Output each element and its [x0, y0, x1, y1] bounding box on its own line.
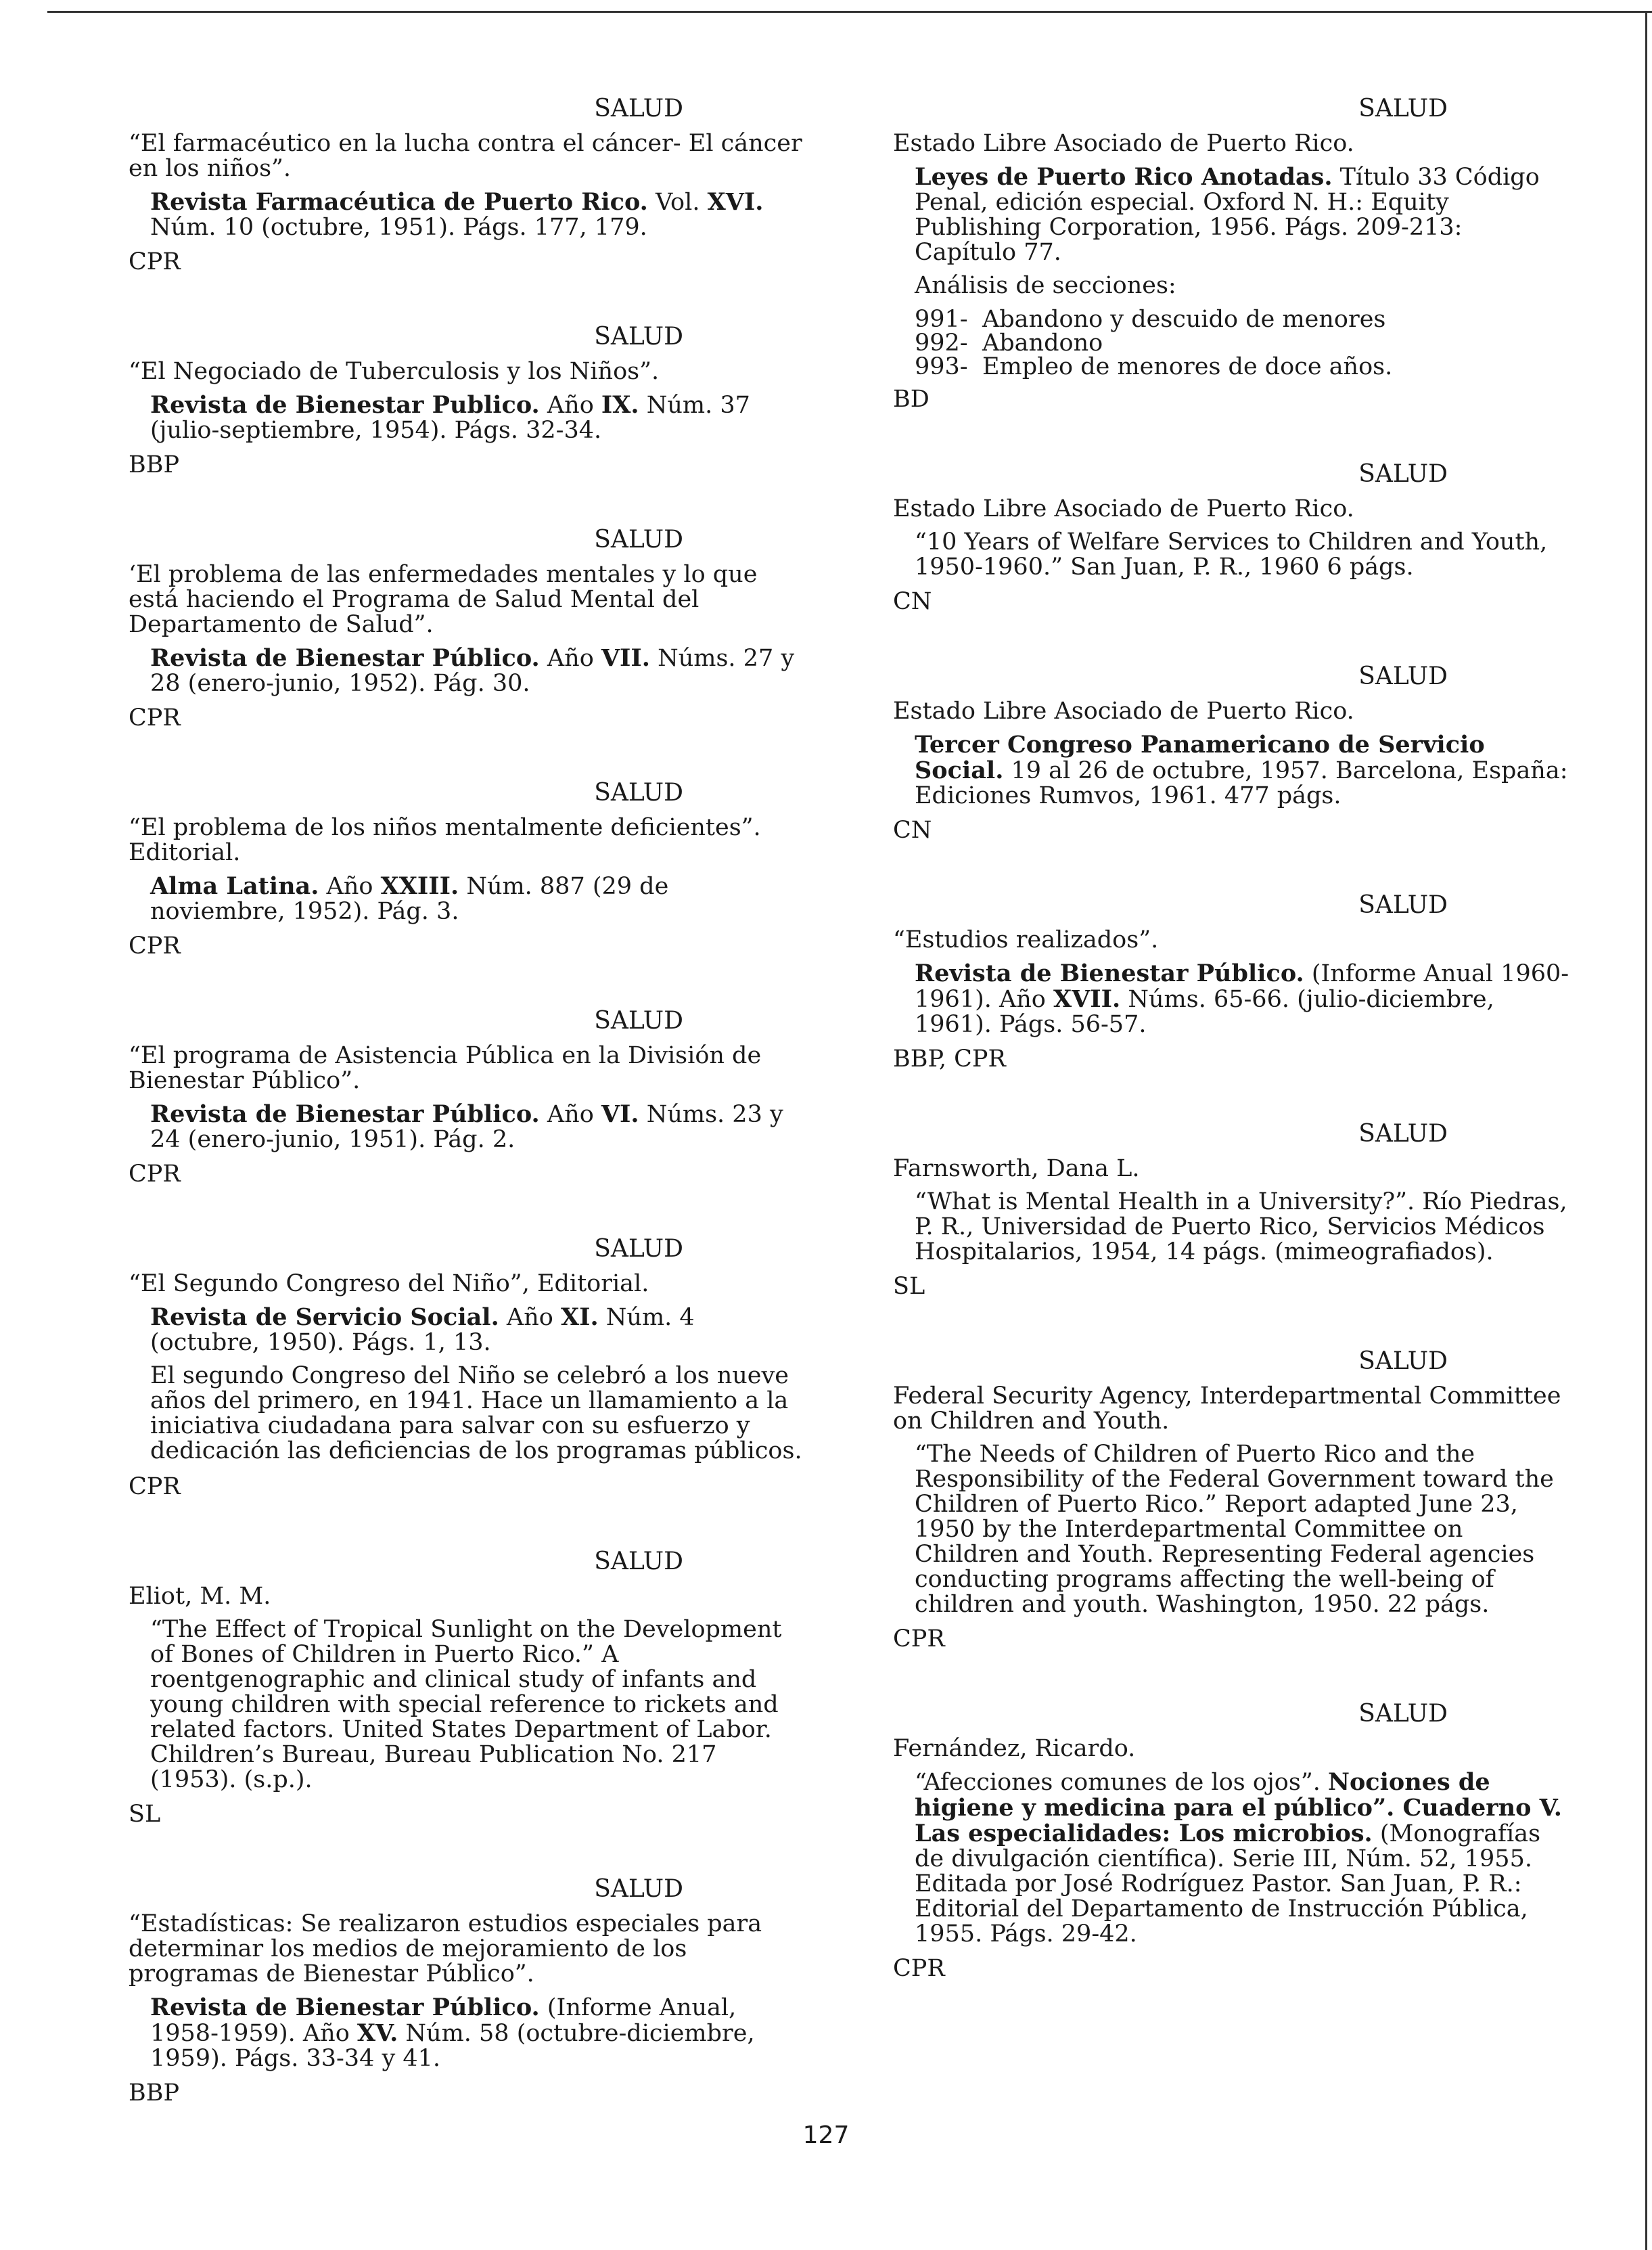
entry-title: “El programa de Asistencia Pública en la División de Bienestar Público”.: [129, 1042, 762, 1094]
bibliography-entry: [893, 891, 1569, 1073]
entry-subject: SALUD: [1358, 460, 1448, 488]
source-text: Núms. 65-66. (julio-diciembre, 1961). Págs. 56-57.: [915, 986, 1494, 1038]
entry-source: [915, 732, 1569, 809]
entry-source: [915, 164, 1569, 265]
entry-author: Fernández, Ricardo.: [893, 1735, 1136, 1762]
bibliography-entry: [129, 526, 805, 732]
source-text: (Informe Anual, 1958-1959). Año: [150, 1994, 737, 2047]
source-text: Título 33 Código Penal, edición especial. Oxford N. H.: Equity Publishing Corporation, 1956. Págs. 209-213: Capítulo 77.: [915, 164, 1540, 266]
bibliography-entry: [893, 95, 1569, 413]
source-bold-text: XVII.: [1053, 985, 1121, 1013]
section-text: Abandono: [982, 330, 1103, 357]
library-code: SL: [129, 1801, 161, 1828]
bibliography-entry: [129, 1548, 805, 1828]
library-code: CN: [893, 588, 932, 615]
bibliography-entry: [129, 779, 805, 960]
source-bold-text: VI.: [601, 1100, 639, 1128]
section-text: Abandono y descuido de menores: [982, 306, 1386, 333]
section-code: 991-: [915, 306, 968, 333]
source-bold-text: XI.: [560, 1303, 599, 1331]
library-code: CPR: [129, 248, 181, 275]
source-text: Año: [539, 392, 601, 419]
top-border-rule: [47, 11, 1652, 13]
source-bold-text: Leyes de Puerto Rico Anotadas.: [915, 163, 1333, 191]
source-text: “The Needs of Children of Puerto Rico and the Responsibility of the Federal Government toward the Children of Puerto Rico.” Report adapted June 23, 1950 by the Interdepartmental Committee on Children and Youth. Representing Federal agencies conducting programs affecting the well-being of children and youth. Washington, 1950. 22 págs.: [915, 1441, 1554, 1618]
entry-subject: SALUD: [594, 95, 683, 122]
library-code: BBP: [129, 2079, 179, 2107]
entry-subject: SALUD: [594, 323, 683, 351]
entry-source: [150, 1995, 805, 2071]
library-code: CPR: [129, 704, 181, 732]
entry-author: Federal Security Agency, Interdepartmental Committee on Children and Youth.: [893, 1382, 1561, 1435]
library-code: BBP, CPR: [893, 1045, 1006, 1073]
section-list: [915, 308, 1569, 379]
left-column: [129, 95, 805, 2107]
source-bold-text: Revista de Bienestar Público.: [150, 644, 540, 672]
entry-note: El segundo Congreso del Niño se celebró a los nueve años del primero, en 1941. Hace un llamamiento a la iniciativa ciudadana para salvar con su esfuerzo y dedicación las deficiencias de los programas públicos.: [150, 1362, 802, 1464]
bibliography-entry: [893, 460, 1569, 615]
section-row: [915, 308, 1569, 332]
right-border-rule: [1645, 11, 1647, 2250]
entry-subject: SALUD: [1358, 1347, 1448, 1375]
entry-author: Farnsworth, Dana L.: [893, 1155, 1140, 1182]
bibliography-entry: [893, 1347, 1569, 1652]
entry-source: [915, 1190, 1569, 1265]
entry-title: “El Negociado de Tuberculosis y los Niños”.: [129, 358, 660, 385]
entry-title: “Estudios realizados”.: [893, 926, 1159, 953]
source-bold-text: Alma Latina.: [150, 872, 319, 900]
entry-source: [915, 1442, 1569, 1617]
entry-author: Estado Libre Asociado de Puerto Rico.: [893, 698, 1354, 725]
source-bold-text: Revista Farmacéutica de Puerto Rico.: [150, 188, 648, 216]
source-bold-text: Revista de Bienestar Público.: [915, 960, 1304, 987]
bibliography-entry: [129, 323, 805, 478]
entry-author: Estado Libre Asociado de Puerto Rico.: [893, 495, 1354, 522]
bibliography-entry: [893, 1700, 1569, 1982]
source-text: 19 al 26 de octubre, 1957. Barcelona, España: Ediciones Rumvos, 1961. 477 págs.: [915, 757, 1568, 809]
library-code: CPR: [893, 1625, 945, 1652]
bibliography-entry: [129, 1875, 805, 2107]
entry-source: [150, 189, 805, 240]
entry-source: [915, 961, 1569, 1037]
entry-source: [150, 1305, 805, 1355]
source-text: Año: [319, 873, 381, 900]
entry-subject: SALUD: [1358, 95, 1448, 122]
entry-subject: SALUD: [1358, 891, 1448, 919]
entry-subject: SALUD: [1358, 1700, 1448, 1728]
entry-title: “El problema de los niños mentalmente deficientes”. Editorial.: [129, 814, 761, 866]
source-text: “What is Mental Health in a University?”. Río Piedras, P. R., Universidad de Puerto Rico, Servicios Médicos Hospitalarios, 1954, 14 págs. (mimeografiados).: [915, 1188, 1567, 1265]
source-text: “Afecciones comunes de los ojos”.: [915, 1769, 1328, 1796]
section-code: 992-: [915, 330, 968, 357]
entry-title: “Estadísticas: Se realizaron estudios especiales para determinar los medios de mejoramiento de los programas de Bienestar Público”.: [129, 1910, 762, 1987]
source-bold-text: XVI.: [707, 188, 764, 216]
entry-source: [150, 1617, 805, 1793]
source-bold-text: Revista de Bienestar Publico.: [150, 391, 540, 419]
entry-subject: SALUD: [594, 1548, 683, 1575]
source-text: Núm. 37 (julio-septiembre, 1954). Págs. 32-34.: [150, 392, 750, 444]
library-code: CN: [893, 817, 932, 844]
section-code: 993-: [915, 353, 968, 380]
bibliography-entry: [893, 662, 1569, 844]
bibliography-entry: [129, 95, 805, 275]
entry-source: [150, 1102, 805, 1152]
bibliography-entry: [129, 1235, 805, 1500]
source-bold-text: XV.: [357, 2019, 398, 2047]
entry-subject: SALUD: [594, 779, 683, 807]
entry-source: [150, 874, 805, 924]
source-text: Año: [539, 1101, 601, 1128]
source-text: “10 Years of Welfare Services to Children and Youth, 1950-1960.” San Juan, P. R., 1960 6 págs.: [915, 528, 1548, 581]
entry-source: [915, 1770, 1569, 1947]
bibliography-entry: [893, 1120, 1569, 1300]
entry-subject: SALUD: [594, 1875, 683, 1903]
entry-author: Estado Libre Asociado de Puerto Rico.: [893, 130, 1354, 157]
source-text: Núm. 10 (octubre, 1951). Págs. 177, 179.: [150, 214, 647, 241]
entry-subject: SALUD: [1358, 662, 1448, 690]
entry-title: “El farmacéutico en la lucha contra el cáncer- El cáncer en los niños”.: [129, 130, 802, 182]
source-bold-text: Revista de Servicio Social.: [150, 1303, 499, 1331]
source-text: Núm. 58 (octubre-diciembre, 1959). Págs. 33-34 y 41.: [150, 2020, 755, 2072]
source-text: Núm. 887 (29 de noviembre, 1952). Pág. 3.: [150, 873, 669, 925]
entry-source: [150, 646, 805, 696]
entry-title: ‘El problema de las enfermedades mentales y lo que está haciendo el Programa de Salud Mental del Departamento de Salud”.: [129, 561, 758, 638]
entry-source: [915, 530, 1569, 580]
library-code: CPR: [129, 932, 181, 960]
library-code: BD: [893, 386, 930, 413]
entry-subheading: Análisis de secciones:: [915, 272, 1176, 299]
section-text: Empleo de menores de doce años.: [982, 353, 1393, 380]
source-text: Año: [499, 1304, 561, 1331]
section-row: [915, 355, 1569, 379]
source-text: Año: [539, 645, 601, 672]
source-text: (Monografías de divulgación científica). Serie III, Núm. 52, 1955. Editada por José Rodríguez Pastor. San Juan, P. R.: Editorial del Departamento de Instrucción Pública, 1955. Págs. 29-42.: [915, 1820, 1541, 1948]
source-bold-text: XXIII.: [380, 872, 459, 900]
entry-title: “El Segundo Congreso del Niño”, Editorial.: [129, 1270, 649, 1297]
source-text: Núms. 27 y 28 (enero-junio, 1952). Pág. 30.: [150, 645, 795, 697]
source-text: Vol.: [647, 189, 708, 216]
page-number: 127: [802, 2121, 850, 2149]
library-code: CPR: [129, 1161, 181, 1188]
source-bold-text: Revista de Bienestar Público.: [150, 1994, 540, 2021]
library-code: CPR: [893, 1955, 945, 1982]
source-bold-text: Nociones de higiene y medicina para el público”. Cuaderno V. Las especialidades: Los microbios.: [915, 1768, 1562, 1847]
library-code: SL: [893, 1273, 925, 1300]
entry-subject: SALUD: [594, 1007, 683, 1035]
entry-source: [150, 392, 805, 443]
source-text: Núms. 23 y 24 (enero-junio, 1951). Pág. 2.: [150, 1101, 783, 1153]
source-bold-text: VII.: [601, 644, 650, 672]
library-code: CPR: [129, 1473, 181, 1500]
section-row: [915, 332, 1569, 355]
source-bold-text: Tercer Congreso Panamericano de Servicio Social.: [915, 731, 1485, 784]
entry-subject: SALUD: [594, 1235, 683, 1263]
source-bold-text: IX.: [601, 391, 639, 419]
right-column: [893, 95, 1569, 1982]
source-text: Núm. 4 (octubre, 1950). Págs. 1, 13.: [150, 1304, 695, 1356]
source-text: “The Effect of Tropical Sunlight on the Development of Bones of Children in Puerto Rico.” A roentgenographic and clinical study of infants and young children with special reference to rickets and related factors. United States Department of Labor. Children’s Bureau, Bureau Publication No. 217 (1953). (s.p.).: [150, 1616, 782, 1793]
library-code: BBP: [129, 451, 179, 478]
source-text: (Informe Anual 1960-1961). Año: [915, 960, 1569, 1013]
entry-author: Eliot, M. M.: [129, 1583, 271, 1610]
source-bold-text: Revista de Bienestar Público.: [150, 1100, 540, 1128]
entry-subject: SALUD: [594, 526, 683, 554]
entry-subject: SALUD: [1358, 1120, 1448, 1148]
bibliography-entry: [129, 1007, 805, 1188]
